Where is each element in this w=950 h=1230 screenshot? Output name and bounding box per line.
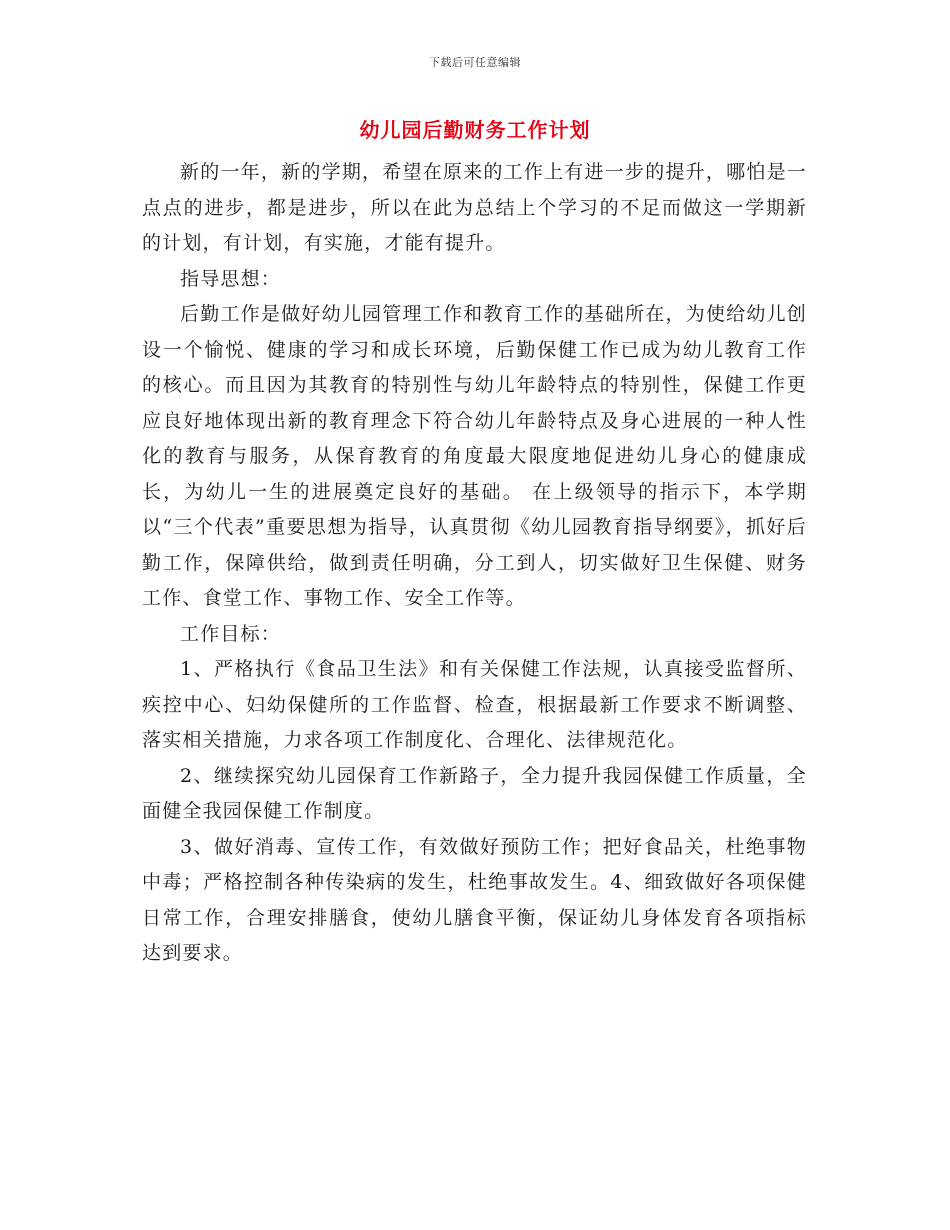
section-heading-work-goals: 工作目标：: [180, 622, 282, 645]
paragraph-goal-3-4: 3、做好消毒、宣传工作，有效做好预防工作；把好食品关，杜绝事物中毒；严格控制各种传染病的发生，杜绝事故发生。4、细致做好各项保健日常工作，合理安排膳食，使幼儿膳食平衡，保证幼儿身体发育各项指标达到要求。: [142, 835, 807, 964]
paragraph-goal-1: 1、严格执行《食品卫生法》和有关保健工作法规，认真接受监督所、疾控中心、妇幼保健所的工作监督、检查，根据最新工作要求不断调整、落实相关措施，力求各项工作制度化、合理化、法律规范化。: [142, 658, 807, 751]
section-heading-guiding-thought: 指导思想：: [180, 267, 282, 290]
header-note: 下载后可任意编辑: [429, 56, 521, 69]
document-body: [142, 155, 807, 972]
paragraph-intro: 新的一年，新的学期，希望在原来的工作上有进一步的提升，哪怕是一点点的进步，都是进步，所以在此为总结上个学习的不足而做这一学期新的计划，有计划，有实施，才能有提升。: [142, 161, 807, 254]
document-title: 幼儿园后勤财务工作计划: [359, 118, 591, 142]
paragraph-goal-2: 2、继续探究幼儿园保育工作新路子，全力提升我园保健工作质量，全面健全我园保健工作制度。: [142, 764, 807, 822]
paragraph-guiding-thought: 后勤工作是做好幼儿园管理工作和教育工作的基础所在，为使给幼儿创设一个愉悦、健康的学习和成长环境，后勤保健工作已成为幼儿教育工作的核心。而且因为其教育的特别性与幼儿年龄特点的特别性，保健工作更应良好地体现出新的教育理念下符合幼儿年龄特点及身心进展的一种人性化的教育与服务，从保育教育的角度最大限度地促进幼儿身心的健康成长，为幼儿一生的进展奠定良好的基础。 在上级领导的指示下，本学期以“三个代表”重要思想为指导，认真贯彻《幼儿园教育指导纲要》，抓好后勤工作，保障供给，做到责任明确，分工到人，切实做好卫生保健、财务工作、食堂工作、事物工作、安全工作等。: [142, 303, 807, 609]
